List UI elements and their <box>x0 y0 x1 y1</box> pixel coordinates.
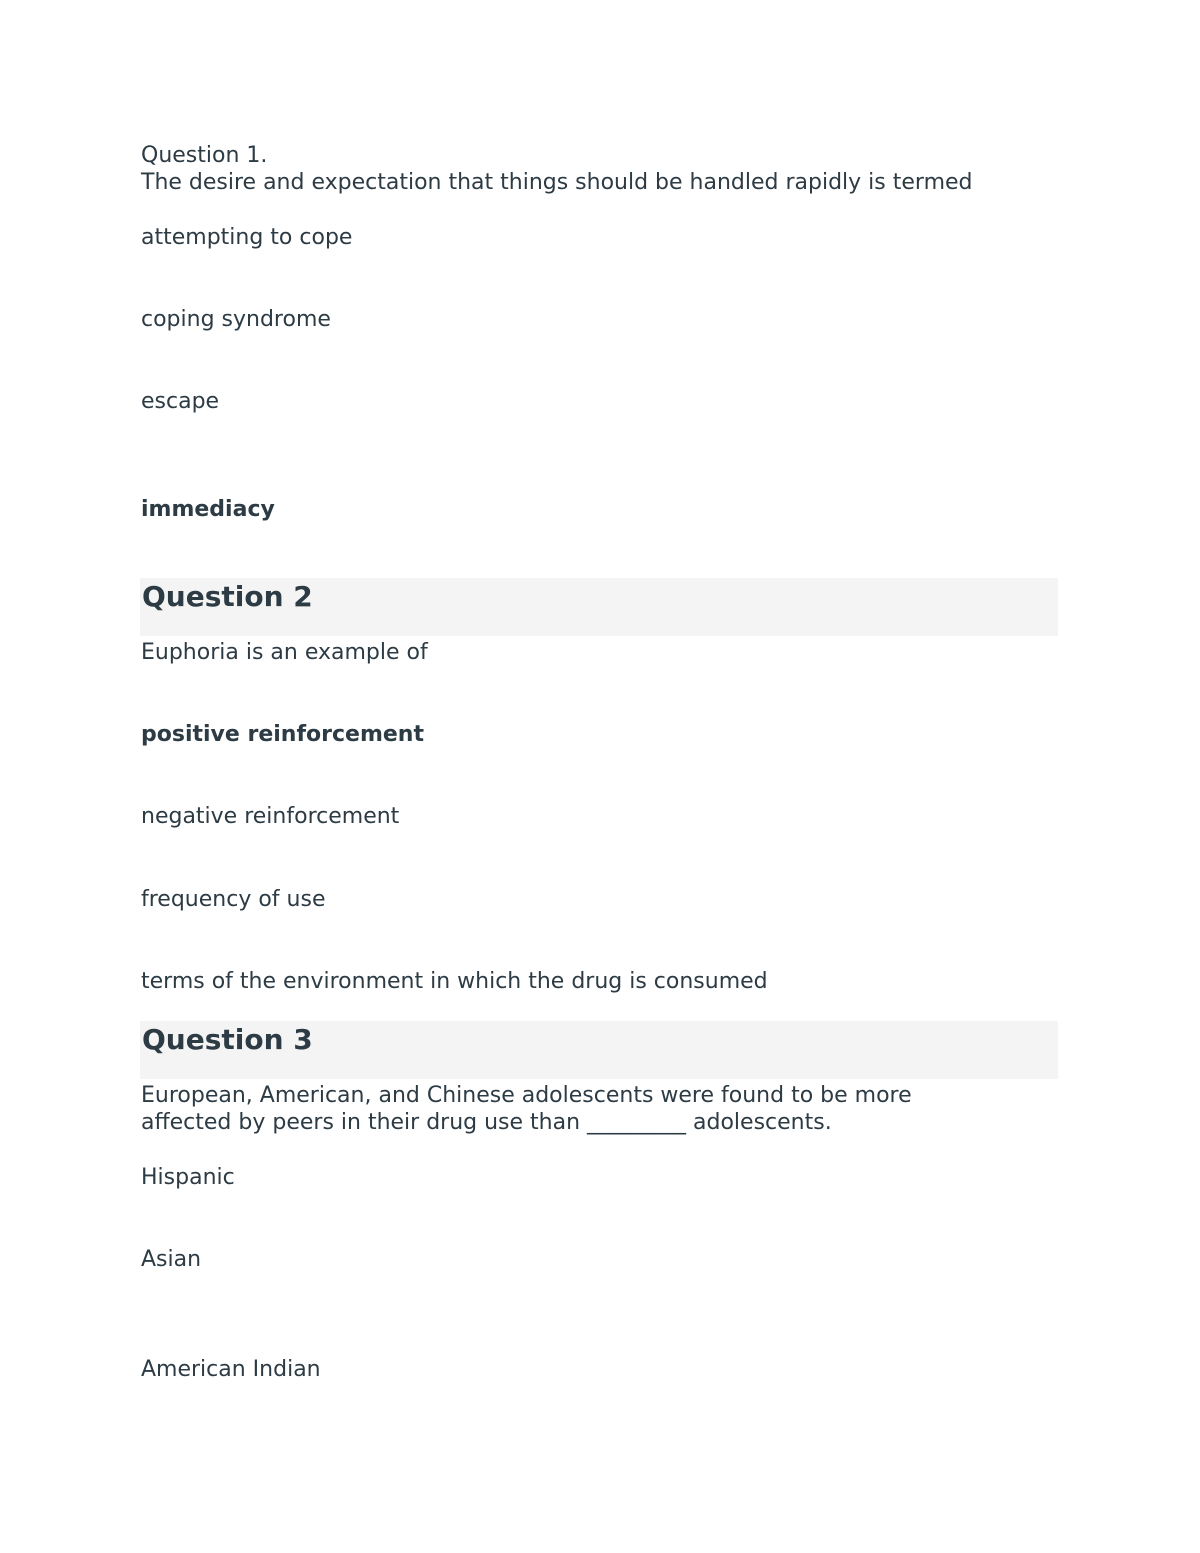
question-2-option-2: negative reinforcement <box>141 804 400 829</box>
question-2-option-1-answer: positive reinforcement <box>141 722 424 747</box>
question-2-heading: Question 2 <box>142 580 313 613</box>
question-3-prompt-line-1: European, American, and Chinese adolescents were found to be more <box>141 1083 912 1108</box>
question-1-option-2: coping syndrome <box>141 307 331 332</box>
question-1-heading: Question 1. <box>141 143 268 168</box>
question-1-option-1: attempting to cope <box>141 225 353 250</box>
question-1-option-3: escape <box>141 389 220 414</box>
question-3-prompt-line-2: affected by peers in their drug use than _________ adolescents. <box>141 1110 832 1135</box>
question-2-heading-band <box>140 578 1058 636</box>
question-3-heading: Question 3 <box>142 1023 313 1056</box>
question-3-option-2: Asian <box>141 1247 202 1272</box>
question-1-prompt: The desire and expectation that things should be handled rapidly is termed <box>141 170 973 195</box>
question-2-prompt: Euphoria is an example of <box>141 640 428 665</box>
question-3-option-1: Hispanic <box>141 1165 235 1190</box>
question-2-option-4: terms of the environment in which the drug is consumed <box>141 969 768 994</box>
question-2-option-3: frequency of use <box>141 887 326 912</box>
question-3-option-3: American Indian <box>141 1357 321 1382</box>
question-3-heading-band <box>140 1021 1058 1079</box>
question-1-option-4-answer: immediacy <box>141 497 275 522</box>
